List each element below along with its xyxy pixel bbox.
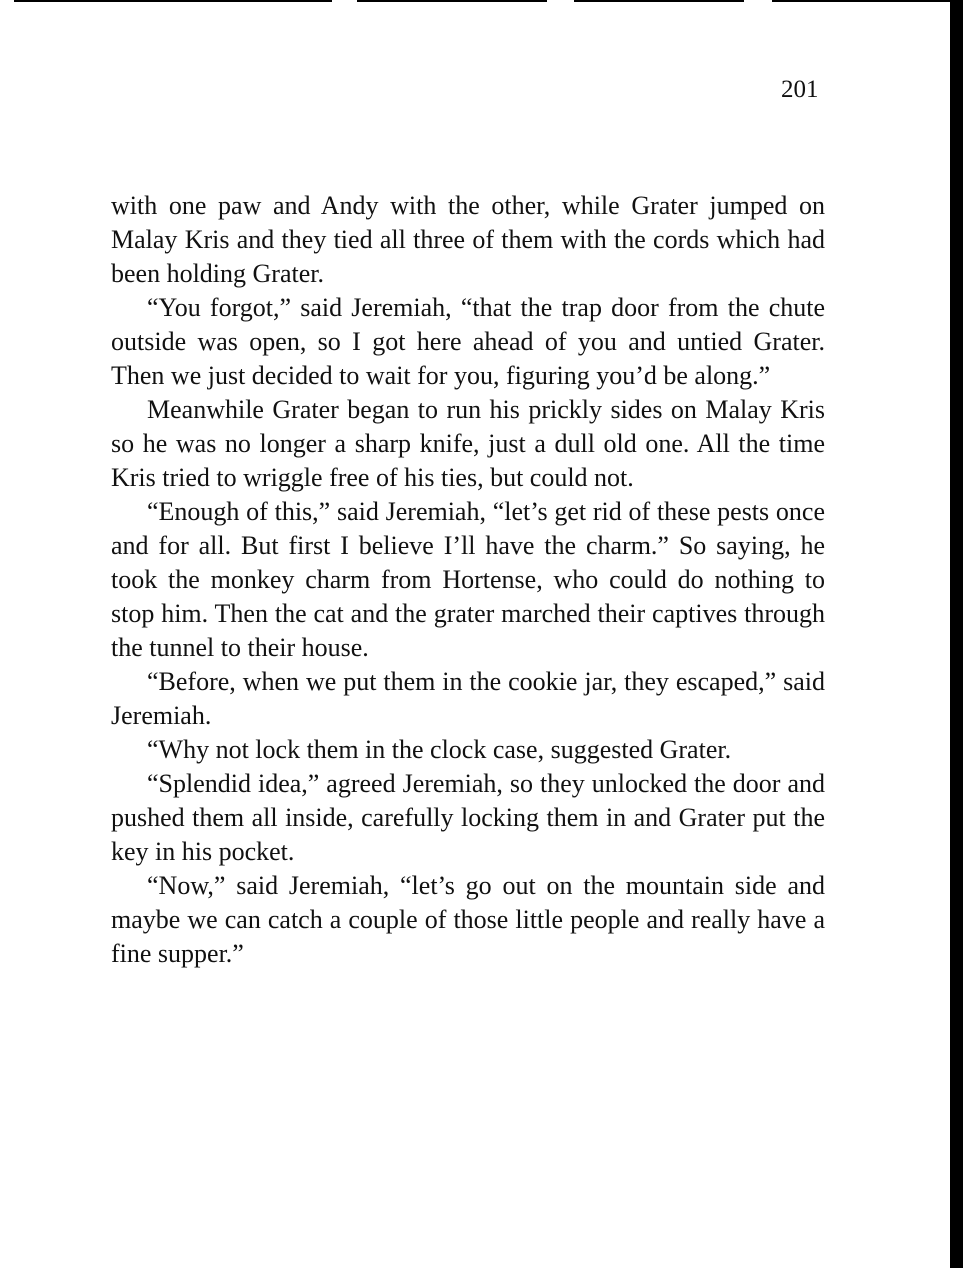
paragraph: “Splendid idea,” agreed Jeremiah, so they unlocked the door and pushed them all inside, carefully locking them in and Grater put the key in his pocket. [111, 769, 825, 866]
paragraph: “Now,” said Jeremiah, “let’s go out on the mountain side and maybe we can catch a couple of those little people and really have a fine supper.” [111, 871, 825, 968]
scan-edge [950, 0, 963, 1268]
top-rule-3 [574, 0, 744, 2]
top-rule-4 [772, 0, 950, 2]
paragraph: “Enough of this,” said Jeremiah, “let’s get rid of these pests once and for all. But first I believe I’ll have the charm.” So saying, he took the monkey charm from Hortense, who could do nothing to stop him. Then the cat and the grater marched their captives through the tunnel to their house. [111, 497, 825, 662]
paragraph: “Before, when we put them in the cookie jar, they escaped,” said Jeremiah. [111, 667, 825, 730]
paragraph: “Why not lock them in the clock case, suggested Grater. [147, 735, 732, 764]
paragraph: “You forgot,” said Jeremiah, “that the trap door from the chute outside was open, so I got here ahead of you and untied Grater. Then we just decided to wait for you, figuring you’d be along.” [111, 293, 825, 390]
paragraph: with one paw and Andy with the other, while Grater jumped on Malay Kris and they tied all three of them with the cords which had been holding Grater. [111, 191, 825, 288]
paragraph: Meanwhile Grater began to run his prickly sides on Malay Kris so he was no longer a sharp knife, just a dull old one. All the time Kris tried to wriggle free of his ties, but could not. [111, 395, 825, 492]
body-text [111, 189, 825, 971]
top-rule-1 [14, 0, 332, 2]
page-number: 201 [781, 76, 819, 103]
top-rule-2 [357, 0, 547, 2]
